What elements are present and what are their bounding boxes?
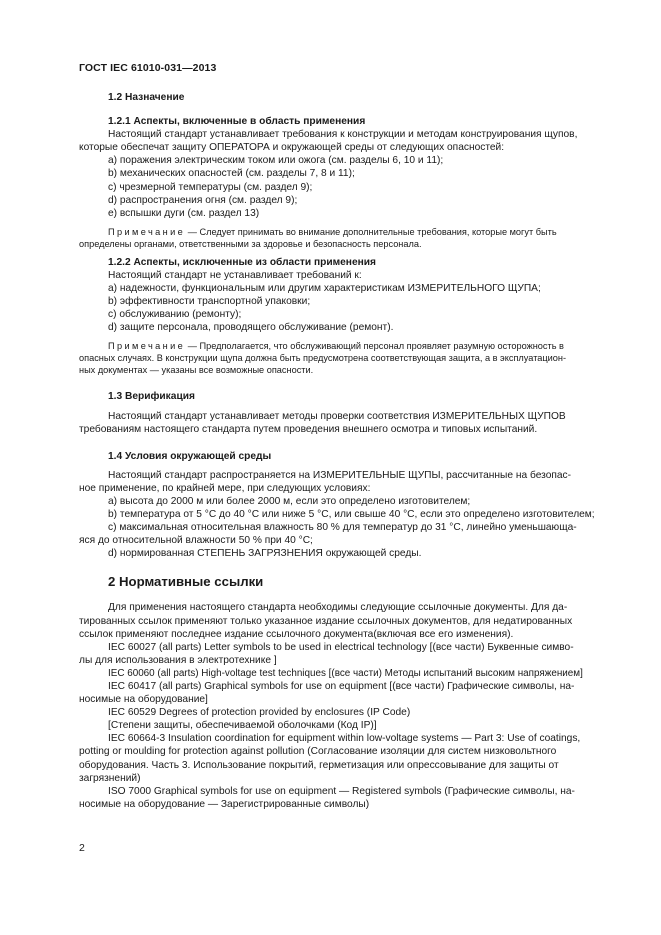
note-text: — Следует принимать во внимание дополнительные требования, которые могут быть xyxy=(185,226,557,237)
reference-item: IEC 60664-3 Insulation coordination for equipment within low-voltage systems — Part 3: Use of coatings, xyxy=(108,733,581,745)
reference-continuation: potting or moulding for protection against pollution (Согласование изоляции для систем низковольтного xyxy=(79,746,557,758)
list-item: d) защите персонала, проводящего обслуживание (ремонт). xyxy=(108,322,394,334)
reference-item: IEC 60027 (all parts) Letter symbols to be used in electrical technology [(все части) Буквенные симво- xyxy=(108,641,574,653)
paragraph-continuation: требованиям настоящего стандарта путем проведения внешнего осмотра и типовых испытаний. xyxy=(79,423,538,435)
note-label: Примечание xyxy=(108,341,186,352)
section-1-2-1-title: 1.2.1 Аспекты, включенные в область применения xyxy=(108,116,366,128)
list-item: d) нормированная СТЕПЕНЬ ЗАГРЯЗНЕНИЯ окружающей среды. xyxy=(108,548,422,560)
reference-item: IEC 60417 (all parts) Graphical symbols for use on equipment [(все части) Графические символы, на- xyxy=(108,681,575,692)
page-number: 2 xyxy=(79,842,85,854)
reference-continuation: оборудования. Часть 3. Использование покрытий, герметизация или опрессовывание для защиты от xyxy=(79,759,559,771)
list-item-continuation: яся до относительной влажности 50 % при 40 °С; xyxy=(79,535,313,547)
paragraph-continuation: которые обеспечат защиту ОПЕРАТОРА и окружающей среды от следующих опасностей: xyxy=(79,142,505,154)
paragraph-continuation: ссылок применяют последнее издание ссылочного документа(включая все его изменения). xyxy=(79,628,514,640)
paragraph: Настоящий стандарт не устанавливает требований к: xyxy=(108,269,362,281)
note-continuation: определены органами, ответственными за здоровье и безопасность персонала. xyxy=(79,238,422,249)
reference-continuation: загрязнений) xyxy=(79,772,141,784)
reference-item: IEC 60060 (all parts) High-voltage test techniques [(все части) Методы испытаний высоким напряжением] xyxy=(108,667,583,679)
note-label: Примечание xyxy=(108,226,186,237)
paragraph: Настоящий стандарт устанавливает методы проверки соответствия ИЗМЕРИТЕЛЬНЫХ ЩУПОВ xyxy=(108,410,566,422)
note-text: — Предполагается, что обслуживающий персонал проявляет разумную осторожность в xyxy=(185,341,564,352)
list-item: b) механических опасностей (см. разделы 7, 8 и 11); xyxy=(108,168,355,180)
reference-continuation: носимые на оборудование — Зарегистрированные символы) xyxy=(79,798,370,810)
paragraph: Для применения настоящего стандарта необходимы следующие ссылочные документы. Для да- xyxy=(108,602,568,614)
list-item: d) распространения огня (см. раздел 9); xyxy=(108,194,298,206)
section-1-2-2-title: 1.2.2 Аспекты, исключенные из области применения xyxy=(108,256,376,268)
reference-item: [Степени защиты, обеспечиваемой оболочками (Код IP)] xyxy=(108,720,377,732)
reference-item: ISO 7000 Graphical symbols for use on equipment — Registered symbols (Графические символы, на- xyxy=(108,785,575,797)
list-item: a) высота до 2000 м или более 2000 м, если это определено изготовителем; xyxy=(108,495,471,507)
paragraph-continuation: ное применение, по крайней мере, при следующих условиях: xyxy=(79,482,371,494)
note-continuation: ных документах — указаны все возможные опасности. xyxy=(79,365,314,376)
list-item: b) эффективности транспортной упаковки; xyxy=(108,296,311,308)
list-item: c) обслуживанию (ремонту); xyxy=(108,309,242,321)
note xyxy=(79,226,642,238)
section-1-4-title: 1.4 Условия окружающей среды xyxy=(108,450,272,462)
list-item: b) температура от 5 °С до 40 °С или ниже 5 °С, или свыше 40 °С, если это определено изготовителем; xyxy=(108,509,595,521)
note xyxy=(79,340,642,352)
paragraph: Настоящий стандарт распространяется на ИЗМЕРИТЕЛЬНЫЕ ЩУПЫ, рассчитанные на безопас- xyxy=(108,469,572,481)
list-item: c) максимальная относительная влажность 80 % для температур до 31 °С, линейно уменьшающа- xyxy=(108,522,577,534)
reference-item: IEC 60529 Degrees of protection provided by enclosures (IP Code) xyxy=(108,707,411,719)
document-header: ГОСТ IEC 61010-031—2013 xyxy=(79,62,217,74)
list-item: c) чрезмерной температуры (см. раздел 9); xyxy=(108,181,313,193)
reference-continuation: носимые на оборудование] xyxy=(79,694,208,706)
section-1-3-title: 1.3 Верификация xyxy=(108,391,195,403)
list-item: a) поражения электрическим током или ожога (см. разделы 6, 10 и 11); xyxy=(108,155,444,167)
section-2-title: 2 Нормативные ссылки xyxy=(108,574,264,590)
document-body xyxy=(79,91,642,811)
list-item: e) вспышки дуги (см. раздел 13) xyxy=(108,207,260,219)
note-continuation: опасных случаях. В конструкции щупа должна быть предусмотрена соответствующая защита, а в эксплуатацион- xyxy=(79,353,567,364)
section-1-2-title: 1.2 Назначение xyxy=(108,92,185,103)
paragraph: Настоящий стандарт устанавливает требования к конструкции и методам конструирования щупов, xyxy=(108,129,578,141)
paragraph-continuation: тированных ссылок применяют только указанное издание ссылочных документов, для недатированных xyxy=(79,615,573,627)
list-item: a) надежности, функциональным или другим характеристикам ИЗМЕРИТЕЛЬНОГО ЩУПА; xyxy=(108,283,541,295)
reference-continuation: лы для использования в электротехнике ] xyxy=(79,654,277,666)
